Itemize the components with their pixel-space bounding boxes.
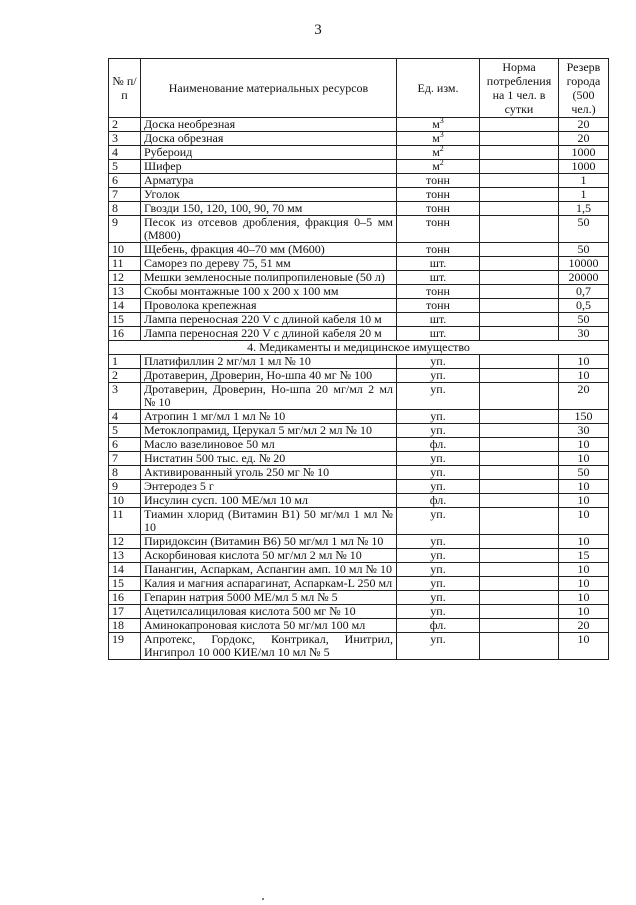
reserve-value: 10 [559,633,609,660]
table-row [109,438,609,452]
unit-text: тонн [426,284,450,298]
norm-value [480,202,559,216]
row-number: 2 [109,369,141,383]
reserve-value: 10 [559,369,609,383]
row-number: 5 [109,160,141,174]
table-row [109,355,609,369]
resource-name: Нистатин 500 тыс. ед. № 20 [141,452,397,466]
table-row [109,313,609,327]
resource-name: Ацетилсалициловая кислота 500 мг № 10 [141,605,397,619]
unit-cell [397,257,480,271]
resource-name: Саморез по дереву 75, 51 мм [141,257,397,271]
reserve-value: 10 [559,563,609,577]
unit-text: фл. [429,493,447,507]
unit-text: уп. [430,354,446,368]
table-row [109,327,609,341]
resources-table [108,58,609,660]
row-number: 11 [109,508,141,535]
unit-cell [397,466,480,480]
table-header-row [109,59,609,118]
unit-exponent: 3 [439,116,444,125]
reserve-value: 1000 [559,160,609,174]
table-row [109,160,609,174]
row-number: 2 [109,118,141,132]
reserve-value: 1 [559,174,609,188]
norm-value [480,563,559,577]
row-number: 15 [109,313,141,327]
row-number: 10 [109,494,141,508]
unit-cell [397,369,480,383]
unit-text: тонн [426,242,450,256]
table-row [109,480,609,494]
unit-text: уп. [430,576,446,590]
norm-value [480,216,559,243]
unit-text: тонн [426,201,450,215]
reserve-value: 10 [559,577,609,591]
row-number: 16 [109,327,141,341]
row-number: 19 [109,633,141,660]
row-number: 9 [109,216,141,243]
reserve-value: 20 [559,383,609,410]
unit-cell [397,494,480,508]
row-number: 16 [109,591,141,605]
table-row [109,118,609,132]
norm-value [480,424,559,438]
reserve-value: 10 [559,535,609,549]
norm-value [480,410,559,424]
reserve-value: 10000 [559,257,609,271]
resource-name: Скобы монтажные 100 х 200 х 100 мм [141,285,397,299]
resource-name: Мешки земленосные полипропиленовые (50 л) [141,271,397,285]
unit-text: уп. [430,368,446,382]
resource-name: Доска необрезная [141,118,397,132]
table-row [109,202,609,216]
resource-name: Шифер [141,160,397,174]
table-row [109,466,609,480]
norm-value [480,494,559,508]
reserve-value: 50 [559,216,609,243]
table-row [109,605,609,619]
resource-name: Калия и магния аспарагинат, Аспаркам-L 250 мл [141,577,397,591]
page-number: 3 [314,22,322,38]
row-number: 6 [109,174,141,188]
norm-value [480,243,559,257]
reserve-value: 20 [559,619,609,633]
resource-name: Дротаверин, Дроверин, Но-шпа 20 мг/мл 2 мл № 10 [141,383,397,410]
resource-name: Энтеродез 5 г [141,480,397,494]
unit-cell [397,202,480,216]
row-number: 9 [109,480,141,494]
norm-value [480,313,559,327]
reserve-value: 1 [559,188,609,202]
unit-cell [397,563,480,577]
unit-cell [397,299,480,313]
norm-value [480,549,559,563]
reserve-value: 1000 [559,146,609,160]
norm-value [480,577,559,591]
reserve-value: 10 [559,480,609,494]
reserve-value: 0,7 [559,285,609,299]
table-row [109,633,609,660]
reserve-value: 0,5 [559,299,609,313]
header-num: № п/п [109,59,141,118]
unit-cell [397,535,480,549]
unit-cell [397,508,480,535]
table-row [109,591,609,605]
norm-value [480,633,559,660]
unit-text: уп. [430,451,446,465]
reserve-value: 10 [559,494,609,508]
unit-text: шт. [429,312,447,326]
unit-cell [397,132,480,146]
row-number: 13 [109,549,141,563]
header-unit: Ед. изм. [397,59,480,118]
norm-value [480,271,559,285]
reserve-value: 1,5 [559,202,609,216]
norm-value [480,605,559,619]
row-number: 5 [109,424,141,438]
unit-cell [397,188,480,202]
table-row [109,452,609,466]
unit-text: м [432,117,440,131]
norm-value [480,355,559,369]
resource-name: Гвозди 150, 120, 100, 90, 70 мм [141,202,397,216]
row-number: 8 [109,466,141,480]
norm-value [480,132,559,146]
unit-cell [397,619,480,633]
table-row [109,369,609,383]
row-number: 4 [109,410,141,424]
reserve-value: 20 [559,118,609,132]
unit-text: шт. [429,256,447,270]
row-number: 12 [109,535,141,549]
reserve-value: 30 [559,424,609,438]
unit-text: уп. [430,548,446,562]
norm-value [480,438,559,452]
header-reserve: Резерв города (500 чел.) [559,59,609,118]
norm-value [480,508,559,535]
norm-value [480,257,559,271]
reserve-value: 10 [559,355,609,369]
table-row [109,410,609,424]
unit-text: тонн [426,173,450,187]
unit-cell [397,118,480,132]
norm-value [480,591,559,605]
row-number: 8 [109,202,141,216]
section-row [109,341,609,355]
resource-name: Панангин, Аспаркам, Аспангин амп. 10 мл № 10 [141,563,397,577]
resource-name: Щебень, фракция 40–70 мм (М600) [141,243,397,257]
unit-text: уп. [430,632,446,646]
table-row [109,577,609,591]
resource-name: Лампа переносная 220 V с длиной кабеля 20 м [141,327,397,341]
table-row [109,243,609,257]
table-row [109,146,609,160]
reserve-value: 15 [559,549,609,563]
table-row [109,285,609,299]
resource-name: Атропин 1 мг/мл 1 мл № 10 [141,410,397,424]
unit-text: м [432,159,440,173]
row-number: 14 [109,299,141,313]
table-row [109,188,609,202]
resource-name: Аскорбиновая кислота 50 мг/мл 2 мл № 10 [141,549,397,563]
table-row [109,535,609,549]
resource-name: Тиамин хлорид (Витамин В1) 50 мг/мл 1 мл № 10 [141,508,397,535]
unit-cell [397,355,480,369]
resource-name: Дротаверин, Дроверин, Но-шпа 40 мг № 100 [141,369,397,383]
reserve-value: 50 [559,466,609,480]
unit-text: уп. [430,382,446,396]
unit-cell [397,605,480,619]
table-row [109,216,609,243]
reserve-value: 50 [559,243,609,257]
scan-speck [262,898,264,900]
reserve-value: 150 [559,410,609,424]
resource-name: Аминокапроновая кислота 50 мг/мл 100 мл [141,619,397,633]
section-title: 4. Медикаменты и медицинское имущество [109,341,609,355]
norm-value [480,327,559,341]
unit-text: уп. [430,409,446,423]
row-number: 10 [109,243,141,257]
norm-value [480,146,559,160]
unit-text: тонн [426,215,450,229]
unit-cell [397,160,480,174]
unit-text: фл. [429,618,447,632]
row-number: 6 [109,438,141,452]
unit-cell [397,285,480,299]
row-number: 7 [109,452,141,466]
row-number: 1 [109,355,141,369]
header-norm: Норма потребления на 1 чел. в сутки [480,59,559,118]
resource-name: Песок из отсевов дробления, фракция 0–5 мм (М800) [141,216,397,243]
unit-text: уп. [430,562,446,576]
row-number: 14 [109,563,141,577]
norm-value [480,299,559,313]
unit-cell [397,577,480,591]
table-row [109,383,609,410]
reserve-value: 10 [559,508,609,535]
norm-value [480,174,559,188]
unit-cell [397,146,480,160]
resource-name: Гепарин натрия 5000 МЕ/мл 5 мл № 5 [141,591,397,605]
norm-value [480,535,559,549]
unit-cell [397,438,480,452]
table-row [109,508,609,535]
resource-name: Пиридоксин (Витамин В6) 50 мг/мл 1 мл № 10 [141,535,397,549]
table-row [109,549,609,563]
row-number: 13 [109,285,141,299]
row-number: 7 [109,188,141,202]
table-row [109,174,609,188]
unit-cell [397,549,480,563]
unit-text: м [432,131,440,145]
row-number: 12 [109,271,141,285]
reserve-value: 20000 [559,271,609,285]
unit-cell [397,271,480,285]
unit-cell [397,383,480,410]
unit-cell [397,410,480,424]
resource-name: Апротекс, Гордокс, Контрикал, Инитрил, Ингипрол 10 000 КИЕ/мл 10 мл № 5 [141,633,397,660]
table-row [109,494,609,508]
reserve-value: 10 [559,438,609,452]
resource-name: Масло вазелиновое 50 мл [141,438,397,452]
resource-name: Уголок [141,188,397,202]
resource-name: Платифиллин 2 мг/мл 1 мл № 10 [141,355,397,369]
table-row [109,299,609,313]
resource-name: Активированный уголь 250 мг № 10 [141,466,397,480]
reserve-value: 30 [559,327,609,341]
unit-text: уп. [430,590,446,604]
unit-cell [397,633,480,660]
resource-name: Доска обрезная [141,132,397,146]
table-body [109,118,609,660]
unit-exponent: 2 [439,158,444,167]
reserve-value: 10 [559,605,609,619]
reserve-value: 50 [559,313,609,327]
unit-cell [397,313,480,327]
unit-exponent: 3 [439,130,444,139]
resource-name: Метоклопрамид, Церукал 5 мг/мл 2 мл № 10 [141,424,397,438]
reserve-value: 20 [559,132,609,146]
row-number: 18 [109,619,141,633]
unit-cell [397,216,480,243]
norm-value [480,466,559,480]
resource-name: Инсулин сусп. 100 МЕ/мл 10 мл [141,494,397,508]
row-number: 3 [109,132,141,146]
norm-value [480,160,559,174]
resource-name: Арматура [141,174,397,188]
unit-text: уп. [430,423,446,437]
unit-text: шт. [429,270,447,284]
row-number: 3 [109,383,141,410]
unit-text: тонн [426,187,450,201]
norm-value [480,369,559,383]
resource-name: Проволока крепежная [141,299,397,313]
row-number: 15 [109,577,141,591]
unit-cell [397,174,480,188]
unit-text: уп. [430,479,446,493]
row-number: 17 [109,605,141,619]
unit-text: тонн [426,298,450,312]
norm-value [480,452,559,466]
unit-text: м [432,145,440,159]
unit-text: шт. [429,326,447,340]
unit-cell [397,591,480,605]
norm-value [480,619,559,633]
table-row [109,424,609,438]
unit-text: уп. [430,507,446,521]
unit-text: уп. [430,604,446,618]
row-number: 4 [109,146,141,160]
unit-cell [397,480,480,494]
unit-cell [397,452,480,466]
unit-cell [397,327,480,341]
table-row [109,619,609,633]
unit-text: уп. [430,534,446,548]
table-row [109,132,609,146]
norm-value [480,383,559,410]
row-number: 11 [109,257,141,271]
unit-cell [397,243,480,257]
resource-name: Рубероид [141,146,397,160]
table-row [109,563,609,577]
table-row [109,257,609,271]
norm-value [480,285,559,299]
unit-exponent: 2 [439,144,444,153]
unit-cell [397,424,480,438]
header-name: Наименование материальных ресурсов [141,59,397,118]
table-row [109,271,609,285]
unit-text: фл. [429,437,447,451]
norm-value [480,480,559,494]
unit-text: уп. [430,465,446,479]
norm-value [480,118,559,132]
norm-value [480,188,559,202]
reserve-value: 10 [559,591,609,605]
resource-name: Лампа переносная 220 V с длиной кабеля 10 м [141,313,397,327]
reserve-value: 10 [559,452,609,466]
